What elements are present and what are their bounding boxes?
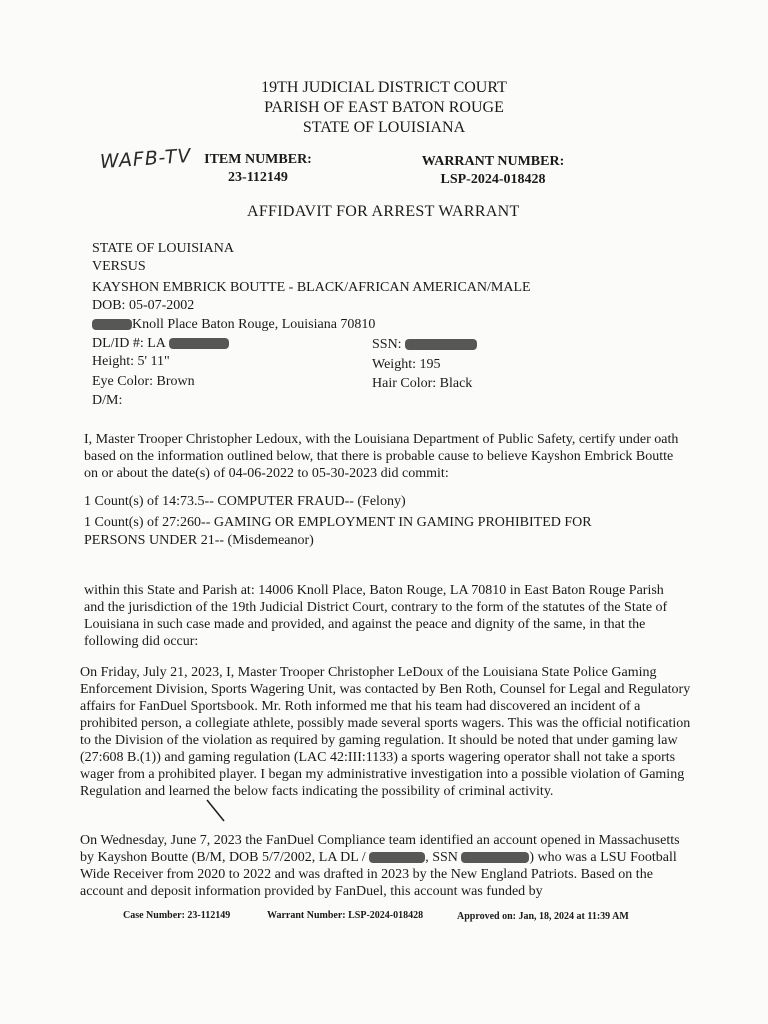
redacted-ssn-2 <box>461 852 529 863</box>
defendant-height: Height: 5' 11" <box>92 354 170 369</box>
jurisdiction-paragraph: within this State and Parish at: 14006 Knoll Place, Baton Rouge, LA 70810 in East Baton Rouge Parish and the jurisdiction of the 19th Judicial District Court, contrary to the form of the statutes of the State of Louisiana in such case made and provided, and against the peace and dignity of the same, in that the following did occur: <box>84 583 668 649</box>
defendant-address: Knoll Place Baton Rouge, Louisiana 70810 <box>132 317 376 332</box>
item-number-label: ITEM NUMBER: <box>204 152 312 167</box>
defendant-hair-color: Hair Color: Black <box>372 376 473 391</box>
defendant-eye-color: Eye Color: Brown <box>92 374 195 389</box>
warrant-number-label: WARRANT NUMBER: <box>421 154 565 169</box>
dl-label: DL/ID #: LA <box>92 336 166 351</box>
redacted-dl-number <box>169 338 229 349</box>
court-name: 19TH JUDICIAL DISTRICT COURT <box>261 79 507 96</box>
ssn-label: SSN: <box>372 337 402 352</box>
footer-case-number: Case Number: 23-112149 <box>123 910 231 921</box>
state-caption: STATE OF LOUISIANA <box>92 241 234 256</box>
redacted-dl-number-2 <box>369 852 425 863</box>
count-gaming-line1: 1 Count(s) of 27:260-- GAMING OR EMPLOYMENT IN GAMING PROHIBITED FOR <box>84 515 592 530</box>
narrative-paragraph-1: On Friday, July 21, 2023, I, Master Trooper Christopher LeDoux of the Louisiana State Police Gaming Enforcement Division, Sports Wagering Unit, was contacted by Ben Roth, Counsel for Legal and Regulatory affairs for FanDuel Sportsbook. Mr. Roth informed me that his team had discovered an incident of a prohibited person, a collegiate athlete, possibly made several sports wagers. This was the official notification to the Division of the violation as required by gaming regulation. It should be noted that under gaming law (27:608 B.(1)) and gaming regulation (LAC 42:III:1133) a sports wagering operator shall not take a sports wager from a prohibited player. I began my administrative investigation into a possible violation of Gaming Regulation and learned the below facts indicating the possibility of criminal activity. <box>80 665 691 799</box>
defendant-weight: Weight: 195 <box>372 357 441 372</box>
paragraph-2-part-3: ) who was a LSU Football Wide Receiver from 2020 to 2022 and was drafted in 2023 by the New England Patriots. Based on the account and deposit information provided by FanDuel, this account was funded by <box>80 850 677 899</box>
defendant-dob: DOB: 05-07-2002 <box>92 298 195 313</box>
state-name: STATE OF LOUISIANA <box>302 119 466 136</box>
warrant-number-value: LSP-2024-018428 <box>440 172 546 187</box>
versus-caption: VERSUS <box>92 259 146 274</box>
handwritten-note: WAFB-TV <box>99 144 193 174</box>
intro-paragraph: I, Master Trooper Christopher Ledoux, with the Louisiana Department of Public Safety, certify under oath based on the information outlined below, that there is probable cause to believe Kayshon Embrick Boutte on or about the date(s) of 04-06-2022 to 05-30-2023 did commit: <box>84 432 679 481</box>
paragraph-2-part-1: On Wednesday, June 7, 2023 the FanDuel Compliance team identified an account opened in Massachusetts by Kayshon Boutte (B/M, DOB 5/7/2002, LA DL / <box>80 833 680 865</box>
court-header <box>0 78 768 138</box>
footer-warrant-number: Warrant Number: LSP-2024-018428 <box>267 910 424 921</box>
defendant-name: KAYSHON EMBRICK BOUTTE - BLACK/AFRICAN AMERICAN/MALE <box>92 280 531 295</box>
paragraph-2-part-2: , SSN <box>425 850 458 865</box>
footer-approved: Approved on: Jan, 18, 2024 at 11:39 AM <box>457 911 629 922</box>
defendant-dl-line <box>92 335 229 353</box>
redacted-ssn <box>405 339 477 350</box>
document-title: AFFIDAVIT FOR ARREST WARRANT <box>247 203 520 220</box>
defendant-dm: D/M: <box>92 393 123 408</box>
item-number-block <box>200 151 316 187</box>
defendant-address-line <box>92 316 375 334</box>
item-number-value: 23-112149 <box>228 170 288 185</box>
count-gaming-line2: PERSONS UNDER 21-- (Misdemeanor) <box>84 533 314 548</box>
defendant-ssn-line <box>372 336 477 354</box>
pen-mark <box>204 798 228 824</box>
count-computer-fraud: 1 Count(s) of 14:73.5-- COMPUTER FRAUD-- (Felony) <box>84 494 406 509</box>
warrant-number-block <box>418 153 568 189</box>
redacted-house-number <box>92 319 132 330</box>
parish-name: PARISH OF EAST BATON ROUGE <box>264 99 504 116</box>
narrative-paragraph-2 <box>80 832 680 900</box>
